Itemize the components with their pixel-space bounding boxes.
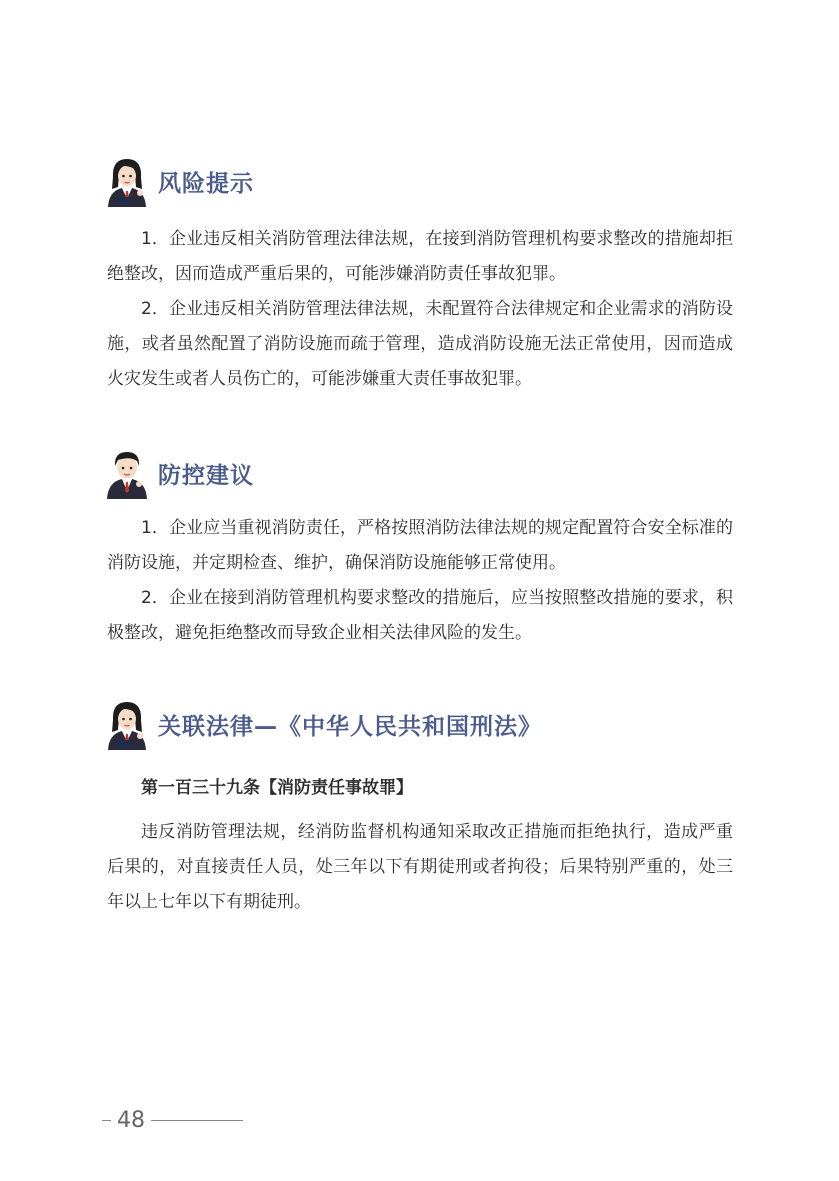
section-title: 风险提示	[158, 170, 254, 197]
page-number: 48	[117, 1108, 145, 1133]
advice-section-heading	[104, 447, 254, 499]
section-title: 关联法律—《中华人民共和国刑法》	[158, 713, 542, 740]
risk-paragraph-2: 2．企业违反相关消防管理法律法规，未配置符合法律规定和企业需求的消防设施，或者虽然配置了消防设施而疏于管理，造成消防设施无法正常使用，因而造成火灾发生或者人员伤亡的，可能涉嫌重大责任事故犯罪。	[107, 299, 733, 389]
risk-paragraph-1: 1．企业违反相关消防管理法律法规，在接到消防管理机构要求整改的措施却拒绝整改，因而造成严重后果的，可能涉嫌消防责任事故犯罪。	[107, 229, 733, 284]
footer-rule	[151, 1120, 243, 1121]
female-lawyer-icon	[104, 155, 150, 207]
article-title: 第一百三十九条【消防责任事故罪】	[141, 778, 413, 798]
page-number-footer	[102, 1108, 243, 1133]
advice-paragraph-1: 1．企业应当重视消防责任，严格按照消防法律法规的规定配置符合安全标准的消防设施，并定期检查、维护，确保消防设施能够正常使用。	[107, 518, 733, 573]
risk-section-heading	[104, 155, 254, 207]
law-paragraph-1: 违反消防管理法规，经消防监督机构通知采取改正措施而拒绝执行，造成严重后果的，对直接责任人员，处三年以下有期徒刑或者拘役；后果特别严重的，处三年以上七年以下有期徒刑。	[107, 822, 733, 912]
female-lawyer-icon	[104, 698, 150, 750]
male-lawyer-icon	[104, 447, 150, 499]
footer-dash	[102, 1120, 111, 1121]
section-title: 防控建议	[158, 462, 254, 489]
advice-paragraph-2: 2．企业在接到消防管理机构要求整改的措施后，应当按照整改措施的要求，积极整改，避免拒绝整改而导致企业相关法律风险的发生。	[107, 588, 733, 643]
law-section-heading	[104, 698, 542, 750]
